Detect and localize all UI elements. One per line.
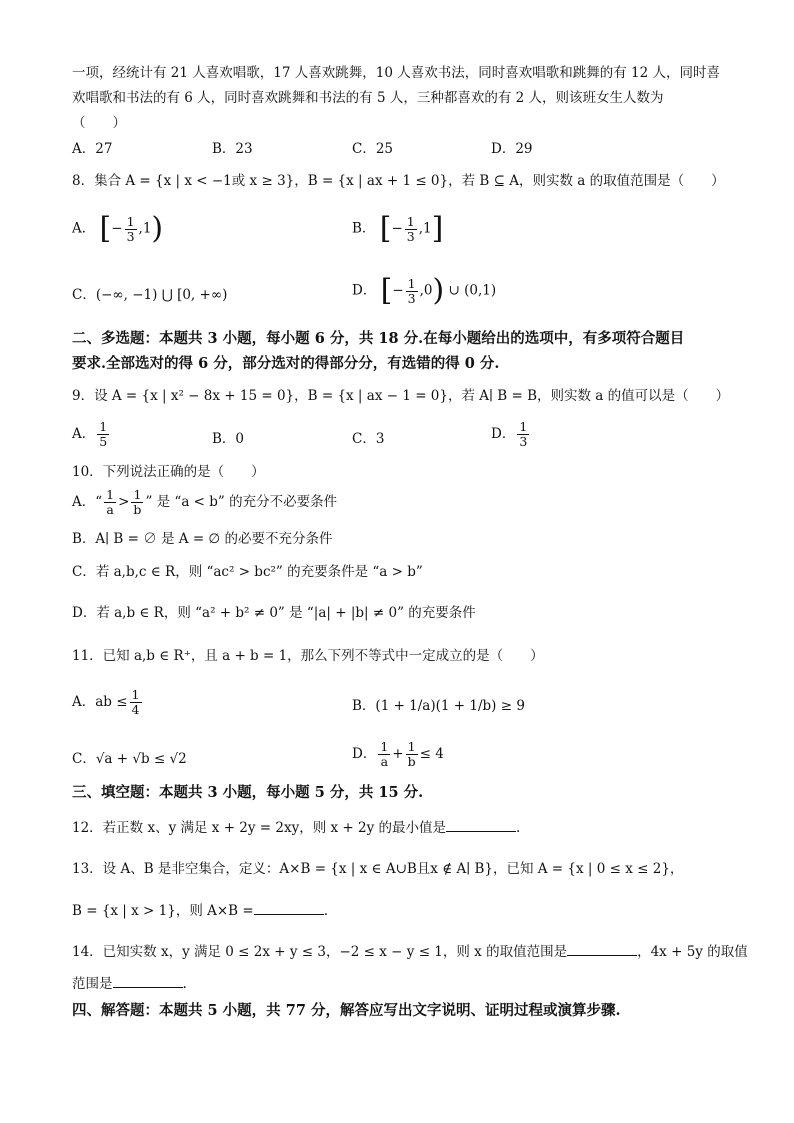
q11-option-b: B．(1 + 1/a)(1 + 1/b) ≥ 9 [352,698,525,714]
q7-line-2: 欢唱歌和书法的有 6 人，同时喜欢跳舞和书法的有 5 人，三种都喜欢的有 2 人，则该班女生人数为 [72,90,664,106]
section-2-heading-line-2: 要求.全部选对的得 6 分，部分选对的得部分分，有选错的得 0 分. [72,355,500,372]
q8-option-a: A． [− $\frac{1}{3}$ ,1) [72,211,164,246]
q9-option-a: A． $\frac{1}{5}$ [72,419,108,449]
q14-line-1: 14．已知实数 x，y 满足 0 ≤ 2x + y ≤ 3，−2 ≤ x − y ≤ 1，则 x 的取值范围是 ，4x + 5y 的取值 [72,944,748,960]
q7-option-c: C．25 [352,141,394,157]
q10-stem: 10．下列说法正确的是（ ） [72,464,265,480]
q13-answer-blank[interactable] [254,901,324,915]
q11-stem: 11．已知 a,b ∈ R⁺，且 a + b = 1，那么下列不等式中一定成立的是（ ） [72,648,544,664]
q11-option-c: C．√a + √b ≤ √2 [72,751,187,767]
q8-option-b: B． [− $\frac{1}{3}$ ,1] [352,211,444,246]
q9-option-d: D． $\frac{1}{3}$ [491,419,528,449]
q8-option-d: D． [− $\frac{1}{3}$ ,0) ∪ (0,1) [352,273,497,308]
section-4-heading: 四、解答题：本题共 5 小题，共 77 分，解答应写出文字说明、证明过程或演算步骤. [72,1002,621,1019]
q9-option-c: C．3 [352,431,385,447]
q8-option-c: C．(−∞, −1) ⋃ [0, +∞) [72,287,228,303]
q13-line-1: 13．设 A、B 是非空集合，定义：A×B = {x | x ∈ A∪B且x ∉ A∣ B}，已知 A = {x | 0 ≤ x ≤ 2}， [72,861,684,877]
q14-answer-blank-2[interactable] [113,974,183,988]
q12-stem: 12．若正数 x、y 满足 x + 2y = 2xy，则 x + 2y 的最小值是 . [72,820,521,836]
q10-option-b: B．A∣ B = ∅ 是 A = ∅ 的必要不充分条件 [72,531,333,547]
q7-option-d: D．29 [491,141,533,157]
q10-option-c: C．若 a,b,c ∈ R，则 “ac² > bc²” 的充要条件是 “a > b” [72,564,423,580]
q10-option-a: A．“ $\frac{1}{a}$ > $\frac{1}{b}$ ” 是 “a < b” 的充分不必要条件 [72,487,338,517]
q11-option-d: D． $\frac{1}{a}$ + $\frac{1}{b}$ ≤ 4 [352,739,444,769]
section-3-heading: 三、填空题：本题共 3 小题，每小题 5 分，共 15 分. [72,784,424,801]
q14-line-2: 范围是 . [72,976,187,992]
q7-line-1: 一项，经统计有 21 人喜欢唱歌，17 人喜欢跳舞，10 人喜欢书法，同时喜欢唱歌和跳舞的有 12 人，同时喜 [72,65,720,81]
q13-line-2: B = {x | x > 1}，则 A×B = . [72,903,329,919]
q10-option-d: D．若 a,b ∈ R，则 “a² + b² ≠ 0” 是 “|a| + |b| ≠ 0” 的充要条件 [72,605,476,621]
q14-answer-blank-1[interactable] [567,942,637,956]
q7-option-a: A．27 [72,141,113,157]
q11-option-a: A．ab ≤ $\frac{1}{4}$ [72,687,140,717]
q9-option-b: B．0 [212,431,245,447]
q9-stem: 9．设 A = {x | x² − 8x + 15 = 0}，B = {x | ax − 1 = 0}，若 A∣ B = B，则实数 a 的值可以是（ ） [72,388,730,404]
section-2-heading-line-1: 二、多选题：本题共 3 小题，每小题 6 分，共 18 分.在每小题给出的选项中，有多项符合题目 [72,330,685,347]
q8-stem: 8．集合 A = {x | x < −1或 x ≥ 3}，B = {x | ax + 1 ≤ 0}，若 B ⊆ A，则实数 a 的取值范围是（ ） [72,173,725,189]
q7-option-b: B．23 [212,141,253,157]
q7-paren: （ ） [72,115,126,131]
q12-answer-blank[interactable] [446,818,516,832]
